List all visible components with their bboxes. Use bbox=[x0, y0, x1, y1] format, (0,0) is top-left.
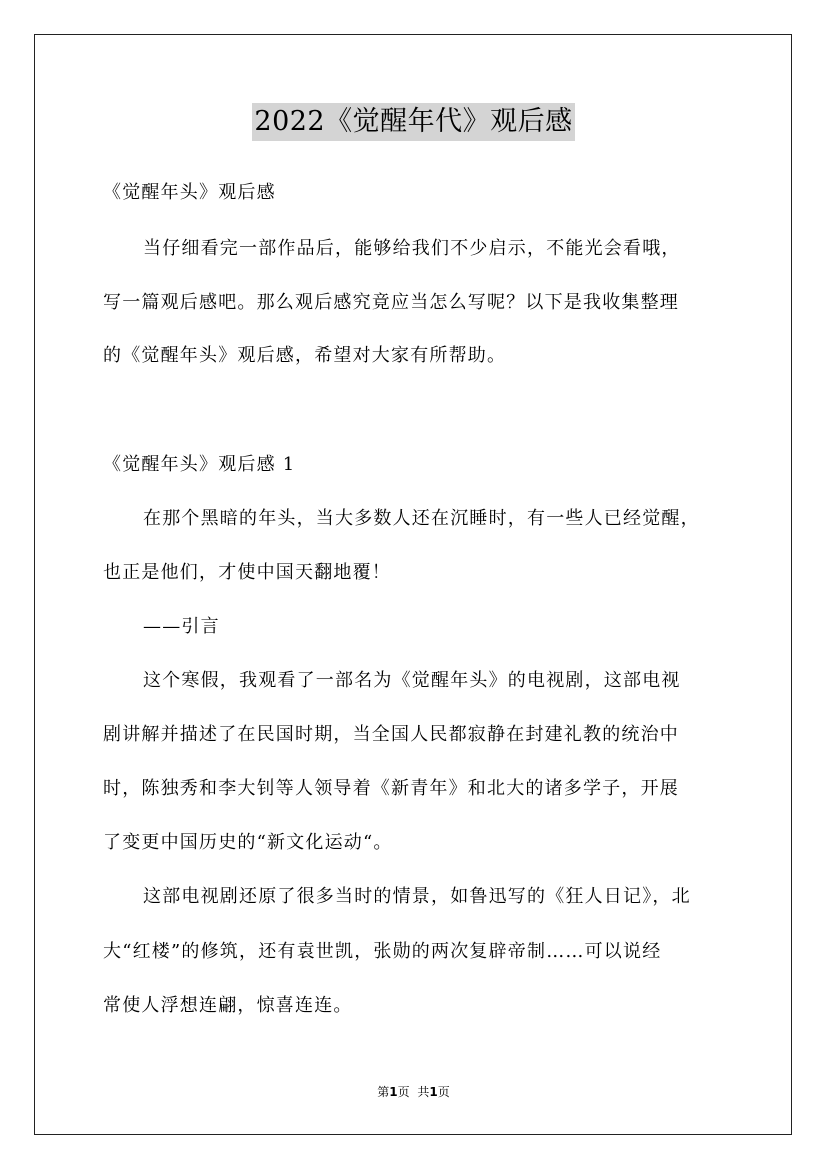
paragraph-line: 这个寒假，我观看了一部名为《觉醒年头》的电视剧，这部电视 bbox=[143, 670, 681, 691]
quote-attribution: ——引言 bbox=[143, 616, 220, 637]
section-heading: 《觉醒年头》观后感 bbox=[103, 182, 276, 203]
paragraph-line: 在那个黑暗的年头，当大多数人还在沉睡时，有一些人已经觉醒， bbox=[143, 508, 700, 529]
paragraph-line: 写一篇观后感吧。那么观后感究竟应当怎么写呢？以下是我收集整理 bbox=[103, 292, 679, 313]
page-prefix: 第 bbox=[377, 1085, 390, 1099]
total-pages: 1 bbox=[429, 1085, 438, 1099]
paragraph-line: 也正是他们，才使中国天翻地覆！ bbox=[103, 562, 391, 583]
page-number: 1 bbox=[389, 1085, 398, 1099]
paragraph-line: 当仔细看完一部作品后，能够给我们不少启示，不能光会看哦， bbox=[143, 238, 681, 259]
document-title: 2022《觉醒年代》观后感 bbox=[252, 103, 574, 141]
paragraph-line: 时，陈独秀和李大钊等人领导着《新青年》和北大的诸多学子，开展 bbox=[103, 778, 679, 799]
page-suffix: 页 bbox=[397, 1085, 410, 1099]
section-heading: 《觉醒年头》观后感 1 bbox=[103, 454, 296, 475]
paragraph-line: 的《觉醒年头》观后感，希望对大家有所帮助。 bbox=[103, 345, 507, 366]
paragraph-line: 了变更中国历史的“新文化运动“。 bbox=[103, 832, 393, 853]
paragraph-line: 常使人浮想连翩，惊喜连连。 bbox=[103, 995, 353, 1016]
paragraph-line: 剧讲解并描述了在民国时期，当全国人民都寂静在封建礼教的统治中 bbox=[103, 724, 679, 745]
paragraph-line: 大“红楼”的修筑，还有袁世凯，张勋的两次复辟帝制……可以说经 bbox=[103, 941, 662, 962]
total-prefix: 共 bbox=[417, 1085, 430, 1099]
document-title-wrapper bbox=[0, 103, 827, 141]
page-footer bbox=[0, 1084, 827, 1100]
total-suffix: 页 bbox=[437, 1085, 450, 1099]
paragraph-line: 这部电视剧还原了很多当时的情景，如鲁迅写的《狂人日记》，北 bbox=[143, 886, 691, 907]
